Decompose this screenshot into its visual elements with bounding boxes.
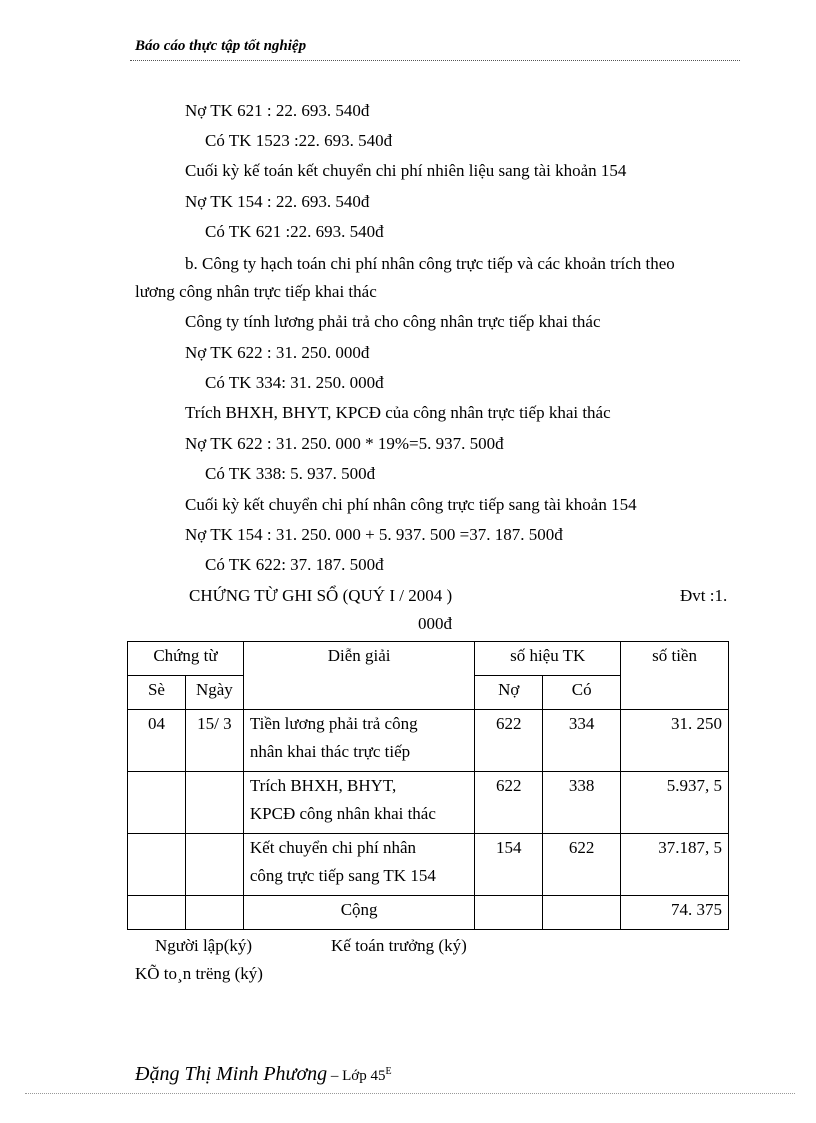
cell-so-tien: 31. 250 [621,710,729,772]
footer-class-sup: E [385,1066,392,1077]
cell-ngay: 15/ 3 [185,710,243,772]
body-line: Trích BHXH, BHYT, KPCĐ của công nhân trực tiếp khai thác [185,403,611,422]
signature-ke-toan-truong: Kế toán trưởng (ký) [331,936,467,955]
cell-ngay [185,772,243,834]
total-value: 74. 375 [621,896,729,930]
cell-dien-giai-line: KPCĐ công nhân khai thác [249,804,436,823]
table-row [128,710,729,772]
body-line: Có TK 1523 :22. 693. 540đ [205,131,393,150]
body-line: Có TK 334: 31. 250. 000đ [205,373,384,392]
cell-dien-giai [243,772,474,834]
subheader-so: Sè [128,676,186,710]
cell-empty [128,896,186,930]
footer-class [327,1068,391,1084]
voucher-title: CHỨNG TỪ GHI SỔ (QUÝ I / 2004 ) [189,586,453,605]
cell-dien-giai-line: Kết chuyển chi phí nhân [249,838,417,857]
body-line: Nợ TK 154 : 31. 250. 000 + 5. 937. 500 =37. 187. 500đ [185,525,563,544]
body-line: Cuối kỳ kế toán kết chuyển chi phí nhiên liệu sang tài khoản 154 [185,161,627,180]
cell-no: 622 [475,772,543,834]
table-row [128,834,729,896]
cell-dien-giai [243,710,474,772]
header-chung-tu: Chứng từ [128,642,244,676]
cell-so [128,772,186,834]
cell-empty [185,896,243,930]
cell-dien-giai-line: Tiền lương phải trả công [249,714,418,733]
footer-name: Đặng Thị Minh Phương [135,1063,328,1085]
body-line: Có TK 621 :22. 693. 540đ [205,222,384,241]
signature-third: KÕ to¸n trëng (ký) [135,964,263,983]
cell-co: 622 [543,834,621,896]
cell-co: 334 [543,710,621,772]
subheader-no: Nợ [475,676,543,710]
cell-ngay [185,834,243,896]
cell-so [128,834,186,896]
body-line: lương công nhân trực tiếp khai thác [135,282,377,301]
cell-so-tien: 5.937, 5 [621,772,729,834]
cell-co: 338 [543,772,621,834]
table-total-row [128,896,729,930]
subheader-co: Có [543,676,621,710]
cell-no: 154 [475,834,543,896]
footer-author [135,1063,392,1086]
body-line: Công ty tính lương phải trả cho công nhân trực tiếp khai thác [185,312,601,331]
cell-so: 04 [128,710,186,772]
cell-empty [475,896,543,930]
voucher-table [127,641,729,930]
body-line: Nợ TK 622 : 31. 250. 000 * 19%=5. 937. 500đ [185,434,504,453]
cell-empty [543,896,621,930]
body-line: b. Công ty hạch toán chi phí nhân công trực tiếp và các khoản trích theo [185,254,675,273]
voucher-unit: Đvt :1. [680,586,728,605]
cell-dien-giai-line: Trích BHXH, BHYT, [249,776,397,795]
cell-dien-giai-line: công trực tiếp sang TK 154 [249,866,436,885]
table-row [128,772,729,834]
header-divider [130,60,740,61]
cell-no: 622 [475,710,543,772]
cell-dien-giai-line: nhân khai thác trực tiếp [249,742,411,761]
total-label: Cộng [243,896,474,930]
signature-nguoi-lap: Người lập(ký) [155,936,253,955]
body-line: Có TK 338: 5. 937. 500đ [205,464,376,483]
table-header-row [128,642,729,676]
body-line: Nợ TK 622 : 31. 250. 000đ [185,343,370,362]
footer-divider [25,1093,795,1094]
voucher-unit-cont: 000đ [418,614,452,633]
header-dien-giai: Diễn giải [243,642,474,710]
body-line: Có TK 622: 37. 187. 500đ [205,555,384,574]
cell-dien-giai [243,834,474,896]
body-line: Nợ TK 154 : 22. 693. 540đ [185,192,370,211]
body-line: Cuối kỳ kết chuyển chi phí nhân công trực tiếp sang tài khoản 154 [185,495,637,514]
subheader-ngay: Ngày [185,676,243,710]
body-line: Nợ TK 621 : 22. 693. 540đ [185,101,370,120]
footer-class-prefix: – Lớp 45 [327,1068,386,1084]
page-header-title: Báo cáo thực tập tốt nghiệp [135,38,307,54]
header-so-hieu-tk: số hiệu TK [475,642,621,676]
header-so-tien: số tiền [621,642,729,710]
cell-so-tien: 37.187, 5 [621,834,729,896]
